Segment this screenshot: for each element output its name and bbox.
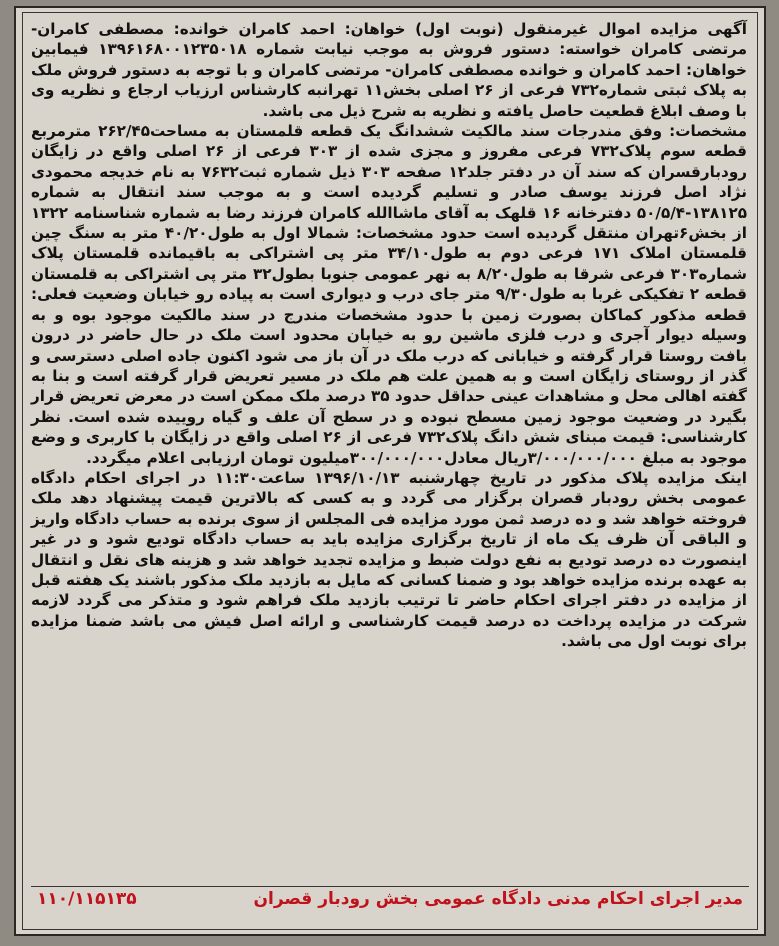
notice-body <box>23 13 757 652</box>
notice-paragraph-intro: آگهی مزایده اموال غیرمنقول (نوبت اول) خواهان: احمد کامران خوانده: مصطفی کامران- مرتضی کامران خواسته: دستور فروش به موجب نیابت شماره ۱۳۹۶۱۶۸۰۰۱۲۳۵۰۱۸ فیمابین خواهان: احمد کامران و خوانده مصطفی کامران- مرتضی کامران و با توجه به دستور فروش ملک به پلاک ثبتی شماره۷۳۲ فرعی از ۲۶ اصلی بخش۱۱ تهرانبه کارشناس ارزیاب ارجاع و نظریه وی با وصف ابلاغ قطعیت حاصل یافته و نظریه به شرح ذیل می باشد. <box>31 20 748 120</box>
notice-paragraph-auction: اینک مزایده پلاک مذکور در تاریخ چهارشنبه ۱۳۹۶/۱۰/۱۳ ساعت۱۱:۳۰ در اجرای احکام دادگاه عمومی بخش رودبار قصران برگزار می گردد و به کسی که بالاترین قیمت پیشنهاد دهد ملک فروخته خواهد شد و ده درصد ثمن مورد مزایده فی المجلس از سوی برنده به حساب دادگاه واریز و الباقی آن ظرف یک ماه از تاریخ برگزاری مزایده باید به حساب دادگاه تودیع شود و در غیر اینصورت ده درصد تودیع به نفع دولت ضبط و مزایده تجدید خواهد شد و هزینه های نقل و انتقال به عهده برنده مزایده خواهد بود و ضمنا کسانی که مایل به بازدید ملک مذکور باشند یک هفته قبل از مزایده در دفتر اجرای احکام حاضر تا ترتیب بازدید ملک فراهم شود و متذکر می گردد لازمه شرکت در مزایده پرداخت ده درصد قیمت کارشناسی و ارائه اصل فیش می باشد ضمنا مزایده برای نوبت اول می باشد. <box>31 468 747 651</box>
notice-paragraph-specs: مشخصات: وفق مندرجات سند مالکیت ششدانگ یک قطعه قلمستان به مساحت۲۶۲/۴۵ مترمربع قطعه سوم پلاک۷۳۲ فرعی مفروز و مجزی شده از ۳۰۳ فرعی از ۲۶ اصلی واقع در زایگان رودبارقسران که سند آن در دفتر جلد۱۲ صفحه ۳۰۳ ذیل شماره ثبت۷۶۳۲ به نام خدیجه محمودی نژاد اصل فرزند یوسف صادر و تسلیم گردیده است و به موجب سند انتقال به شماره ۱۳۸۱۲۵-۵۰/۵/۴ دفترخانه ۱۶ قلهک به آقای ماشاالله کامران فرزند رضا به شماره شناسنامه ۱۳۲۲ از بخش۶تهران منتقل گردیده است حدود مشخصات: شمالا اول به طول۴۰/۲۰ متر به سنگ چین قلمستان املاک ۱۷۱ فرعی دوم به طول۳۴/۱۰ متر پی اشتراکی به باقیمانده قلمستان پلاک شماره۳۰۳ فرعی شرقا به طول۸/۲۰ به نهر عمومی جنوبا بطول۳۲ متر پی اشتراکی به قلمستان قطعه ۲ تفکیکی غربا به طول۹/۳۰ متر جای درب و دیواری است به پیاده رو خیابان وضعیت فعلی: قطعه مذکور کماکان بصورت زمین با حدود مشخصات مندرج در سند مالکیت موجود بوه و به وسیله دیوار آجری و درب فلزی ماشین رو به خیابان محدود است ملک در حال حاضر در درون بافت روستا قرار گرفته و خیابانی که درب ملک در آن باز می شود اکنون جاده اصلی دسترسی و گذر از روستای زایگان است و به همین علت هم ملک در مسیر تعریض قرار گرفته است و بنا به گفته اهالی محل و مشاهدات عینی حداقل حدود ۳۵ درصد ملک ممکن است در معرض تعریض قرار بگیرد در وضعیت موجود زمین مسطح نبوده و در سطح آن علف و گیاه روییده شده است. نظر کارشناسی: قیمت مبنای شش دانگ پلاک۷۳۲ فرعی از ۲۶ اصلی واقع در زایگان با کاربری و وضع موجود به مبلغ ۳/۰۰۰/۰۰۰/۰۰۰ریال معادل۳۰۰/۰۰۰/۰۰۰میلیون تومان ارزیابی اعلام میگردد. <box>31 122 748 467</box>
signature-line: مدیر اجرای احکام مدنی دادگاه عمومی بخش رودبار قصران <box>253 889 743 909</box>
notice-sheet <box>14 6 766 936</box>
notice-frame <box>22 12 758 930</box>
reference-number: ۱۱۰/۱۱۵۱۳۵ <box>37 889 137 909</box>
notice-footer <box>31 886 749 915</box>
